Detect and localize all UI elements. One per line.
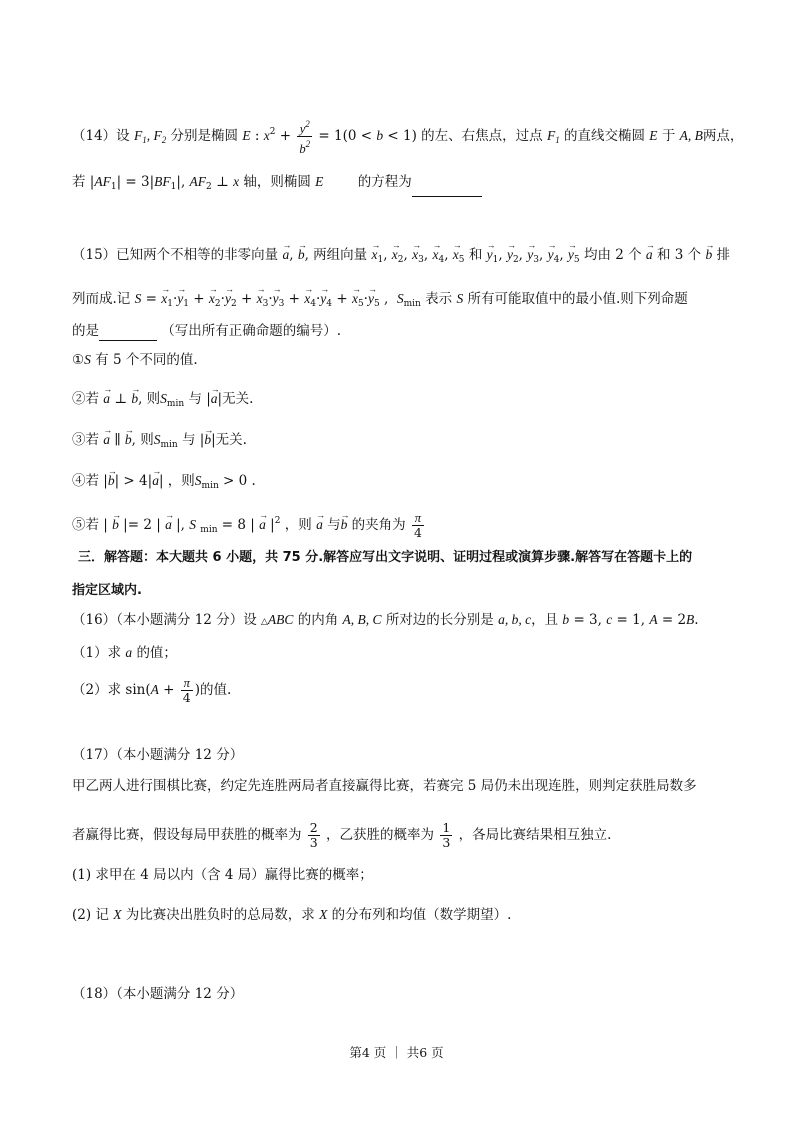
q17-line2 — [72, 821, 611, 850]
text: 的是 — [72, 323, 99, 339]
text: 与 — [327, 517, 341, 533]
text: 分别是椭圆 — [170, 128, 239, 144]
text: 轴，则椭圆 — [243, 174, 311, 190]
math: E — [242, 128, 251, 143]
q17-line1: 甲乙两人进行围棋比赛，约定先连胜两局者直接赢得比赛，若赛完 5 局仍未出现连胜，则判定获胜局数多 — [72, 778, 697, 794]
text: 和 3 个 — [656, 247, 702, 263]
text: ②若 — [72, 391, 99, 407]
text: （写出所有正确命题的编号）. — [161, 323, 342, 339]
fraction: $\frac{y^2}{b^2}$ — [299, 119, 311, 156]
fraction: $\frac{\pi}{4}$ — [413, 511, 422, 540]
q16-part2: （2）求 sin(A + $\frac{\pi}{4}$ )的值. — [72, 676, 232, 705]
q14-line2: 若 $|AF_1| = 3|BF_1|$, $AF_2$ ⊥ x 轴，则椭圆 E 的方程为 — [72, 172, 482, 197]
text: 若 — [72, 174, 86, 190]
text: （1）求 — [72, 645, 122, 661]
math: $F_1$, $F_2$ — [133, 128, 167, 145]
text: ，各局比赛结果相互独立. — [458, 827, 612, 843]
text: （14）设 — [72, 128, 130, 144]
text: ⑤若 — [72, 517, 99, 533]
text: ，则 — [284, 517, 312, 533]
text: 列而成.记 — [72, 291, 131, 307]
text: （15）已知两个不相等的非零向量 — [72, 247, 279, 263]
q15-opt4: ④若 |→ b| > 4|→ a| ，则$S_{min} > 0$ . — [72, 467, 256, 496]
fraction: $\frac{\pi}{4}$ — [182, 676, 191, 705]
text: （16）（本小题满分 12 分）设 — [72, 612, 257, 628]
text: 的分布列和均值（数学期望）. — [331, 907, 512, 923]
text: 所对边的长分别是 — [385, 612, 494, 628]
text: ，且 — [531, 612, 559, 628]
text: 两组向量 — [313, 247, 368, 263]
text: 表示 — [425, 291, 453, 307]
text: 的左、右焦点，过点 — [421, 128, 543, 144]
text: ，乙获胜的概率为 — [326, 827, 435, 843]
text: 的值； — [136, 645, 177, 661]
q15-opt1: ①S 有 5 个不同的值. — [72, 352, 198, 368]
q15-opt5: ⑤若 | → b |= 2 | → a |, S $_{min}$ = 8 | → a $|^2$ ，则 → a 与→ b 的夹角为 $\frac{\pi}{4}$ — [72, 511, 426, 540]
q16-heading: （16）（本小题满分 12 分）设 △ABC 的内角 A, B, C 所对边的长分别是 a, b, c，且 b = 3, c = 1, A = 2B. — [72, 612, 699, 628]
q18-heading: （18）（本小题满分 12 分） — [72, 986, 244, 1002]
text: 的值. — [199, 682, 232, 698]
q16-part1: （1）求 a 的值； — [72, 645, 177, 661]
text: 无关. — [222, 391, 254, 407]
text: (2) 记 — [72, 907, 109, 923]
page-footer: 第4 页 ｜ 共6 页 — [349, 1045, 444, 1060]
q15-line3 — [72, 321, 341, 341]
text: 则 — [140, 432, 154, 448]
answer-blank — [412, 182, 482, 197]
text: ④若 — [72, 473, 99, 489]
text: 有 5 个不同的值. — [95, 352, 198, 368]
text: 于 — [661, 128, 676, 144]
fraction: $\frac{1}{3}$ — [442, 820, 451, 850]
text: 所有可能取值中的最小值.则下列命题 — [467, 291, 688, 307]
q17-part2: (2) 记 X 为比赛决出胜负时的总局数，求 X 的分布列和均值（数学期望）. — [72, 907, 512, 923]
text: ③若 — [72, 432, 99, 448]
q15-opt3: ③若 → a ∥ → b, 则$S_{min}$ 与 |→ b|无关. — [72, 426, 247, 455]
text: 与 — [188, 391, 202, 407]
text: 排 — [716, 247, 730, 263]
q17-part1: (1) 求甲在 4 局以内（含 4 局）赢得比赛的概率； — [72, 867, 373, 883]
text: 者赢得比赛，假设每局甲获胜的概率为 — [72, 827, 302, 843]
q15-opt2: ②若 → a ⊥ → b, 则$S_{min}$ 与 |→ a|无关. — [72, 385, 253, 414]
text: 和 — [468, 247, 483, 263]
text: 的夹角为 — [351, 517, 406, 533]
text: （2）求 — [72, 682, 122, 698]
q17-heading: （17）（本小题满分 12 分） — [72, 747, 244, 763]
fraction: $\frac{2}{3}$ — [309, 820, 318, 850]
text: 两点， — [702, 128, 744, 144]
text: 则 — [146, 391, 161, 407]
section3-heading-line2: 指定区域内. — [72, 583, 142, 598]
text: 无关. — [215, 432, 247, 448]
q14-line1: （14）设 $F_1$, $F_2$ 分别是椭圆 E : $x^2$ + $\frac{y^2}{b^2}$ = 1(0 < b < 1) 的左、右焦点，过点 $F_1$ 的直线交椭圆 E 于 A, B两点， — [72, 119, 744, 156]
answer-blank — [99, 326, 157, 341]
q15-line1: （15）已知两个不相等的非零向量 → a, → b, 两组向量 → $x_1$, → $x_2$, → $x_3$, → $x_4$, → $x_5$ 和 → $y_1$, → $y_2$, → $y_3$, → $y_4$, → $y_5$ 均由 2 个 → a 和 3 个 → b 排 — [72, 241, 730, 270]
section3-heading-line1: 三．解答题：本大题共 6 小题，共 75 分.解答应写出文字说明、证明过程或演算步骤.解答写在答题卡上的 — [78, 550, 693, 565]
text: ，则 — [167, 473, 195, 489]
text: 的方程为 — [357, 174, 412, 190]
text: 的内角 — [297, 612, 339, 628]
text: 为比赛决出胜负时的总局数，求 — [125, 907, 315, 923]
q15-line2: 列而成.记 S = → $x_1\cdot\to y_1$ + → $x_2\cdot\to y_2$ + → $x_3\cdot\to y_3$ + → $x_4\cdot\to y_4$ + → $x_5\cdot\to y_5$ , $S_{min}$ 表示 S 所有可能取值中的最小值.则下列命题 — [72, 285, 688, 314]
text: 与 — [181, 432, 196, 448]
text: 的直线交椭圆 — [563, 128, 645, 144]
text: 均由 2 个 — [583, 247, 642, 263]
